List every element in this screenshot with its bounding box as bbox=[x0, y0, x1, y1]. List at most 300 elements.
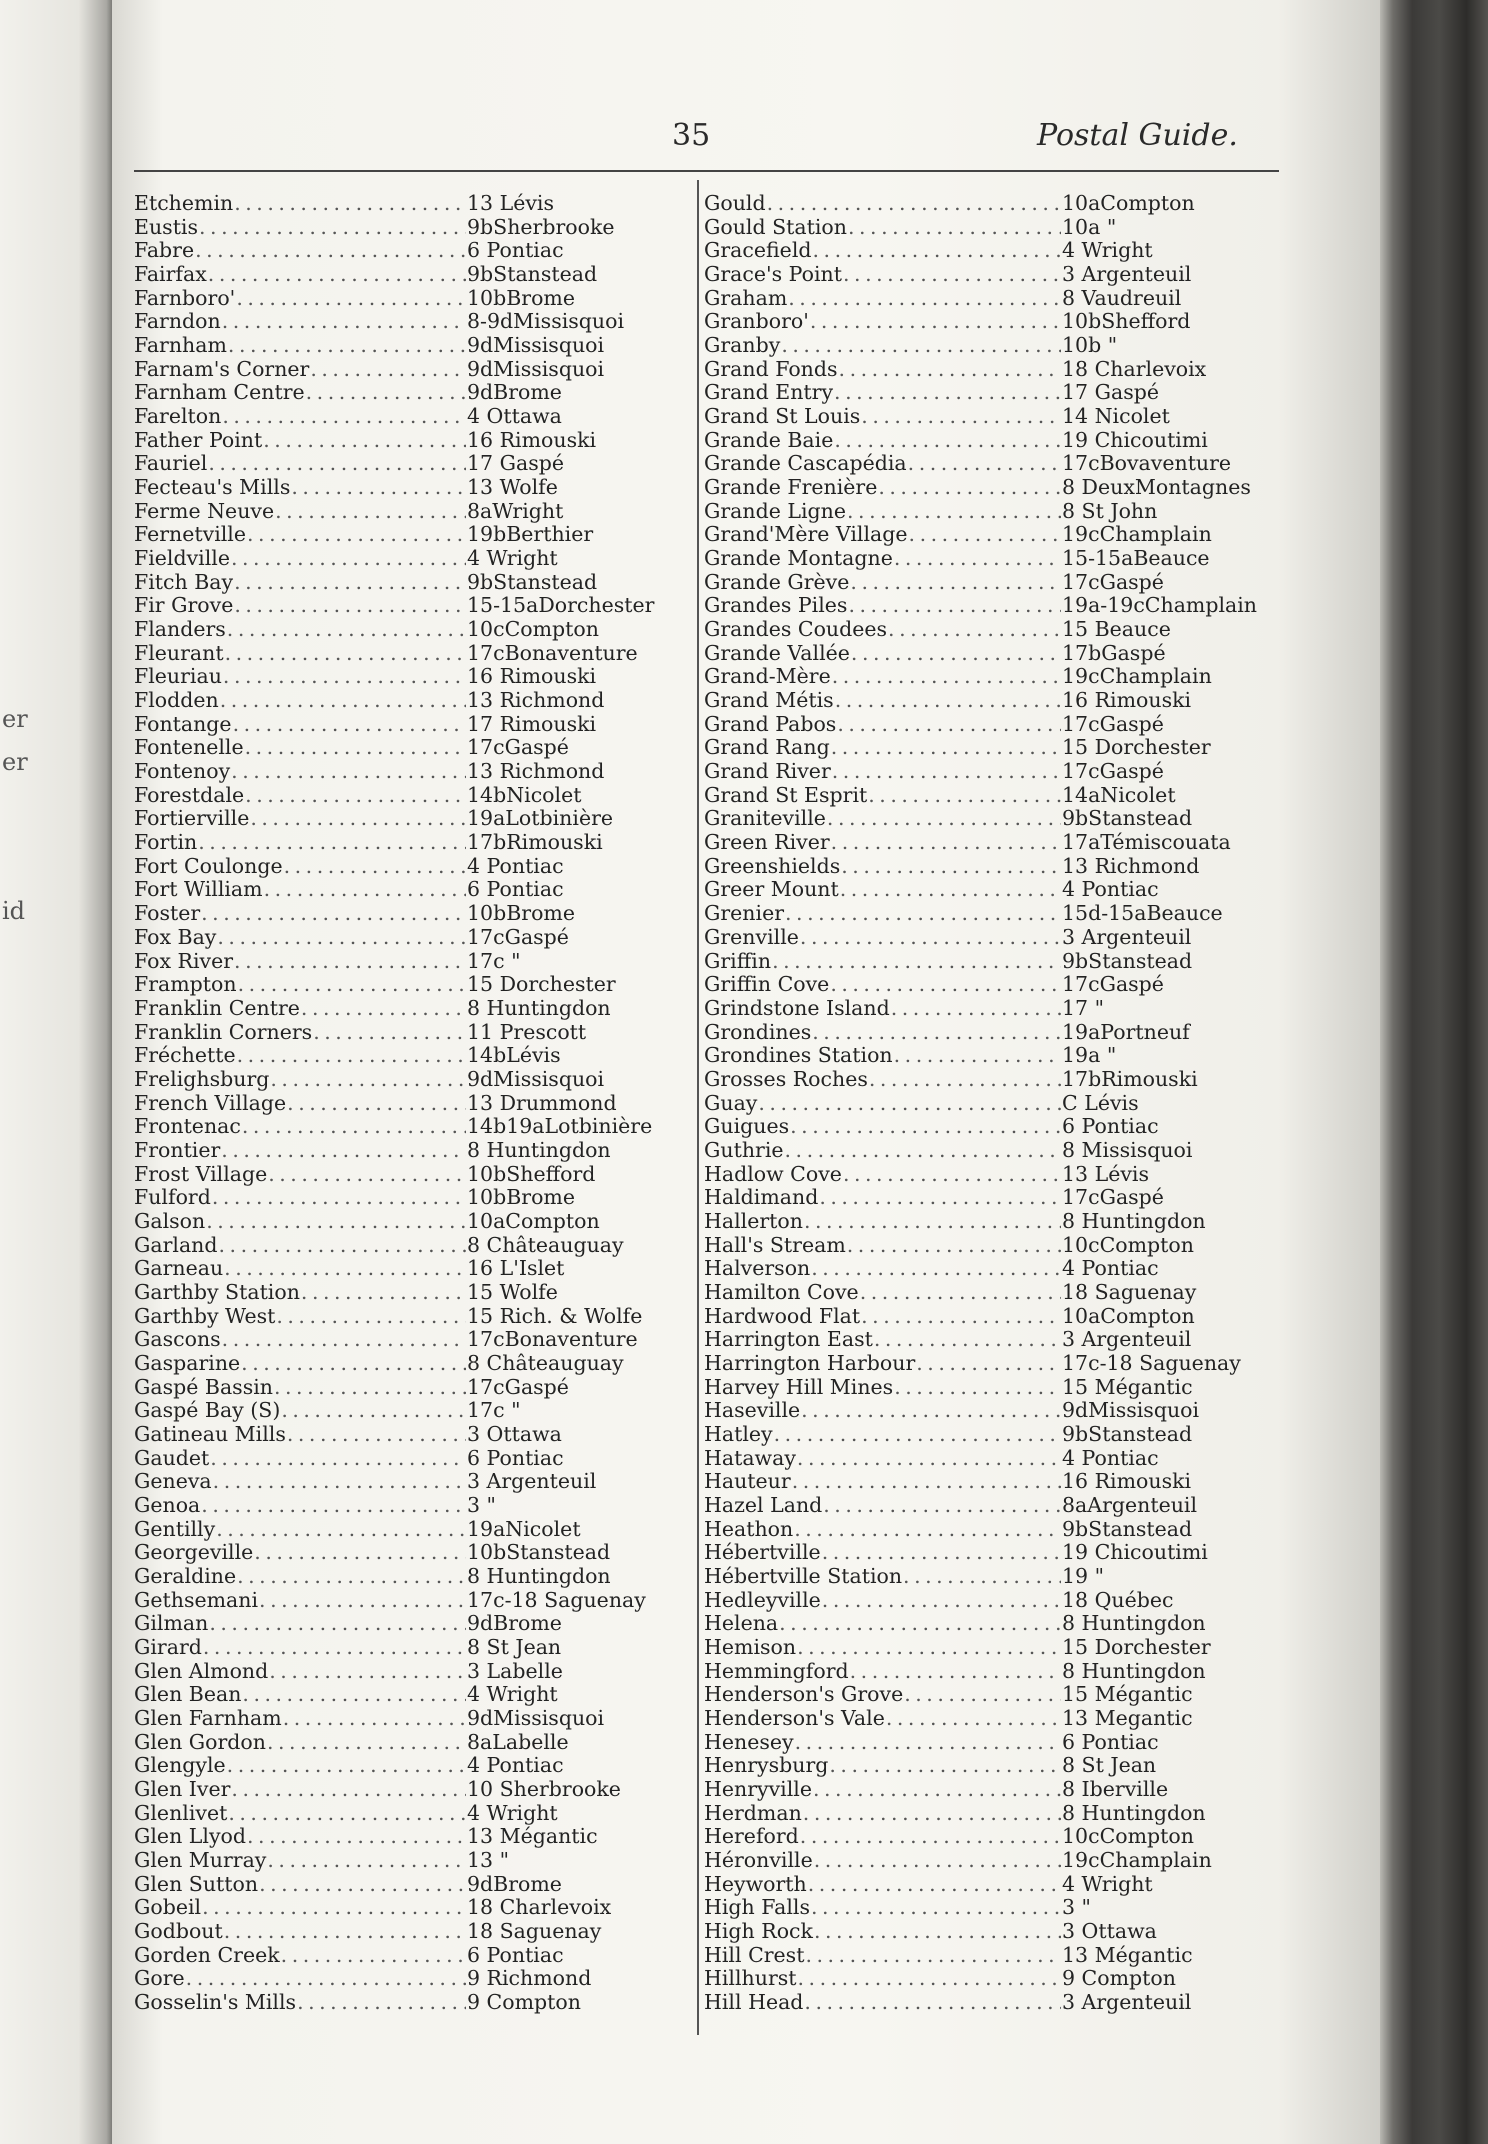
dot-leader bbox=[795, 1731, 1061, 1755]
place-name: Grand-Mère bbox=[704, 664, 831, 689]
post-office-reference: 8 Huntingdon bbox=[1062, 1800, 1206, 1825]
list-item bbox=[134, 547, 679, 571]
place-name: Gosselin's Mills bbox=[134, 1990, 297, 2015]
place-name: Gobeil bbox=[134, 1895, 202, 1920]
list-item bbox=[134, 1447, 679, 1471]
place-name: Gould Station bbox=[704, 214, 847, 239]
post-office-reference: 9bStanstead bbox=[1062, 1516, 1193, 1541]
post-office-reference: 4 Pontiac bbox=[1062, 1256, 1159, 1281]
list-item bbox=[134, 760, 679, 784]
post-office-reference: 15 Mégantic bbox=[1062, 1374, 1193, 1399]
list-item bbox=[134, 1991, 679, 2015]
post-office-reference: 15 Rich. & Wolfe bbox=[467, 1303, 643, 1328]
list-item bbox=[704, 1849, 1294, 1873]
dot-leader bbox=[781, 334, 1061, 358]
post-office-reference: 19aPortneuf bbox=[1062, 1019, 1190, 1044]
place-name: Hemmingford bbox=[704, 1658, 849, 1683]
post-office-reference: 9dMissisquoi bbox=[467, 1066, 605, 1091]
column-divider bbox=[697, 180, 699, 2035]
post-office-reference: C Lévis bbox=[1062, 1090, 1139, 1115]
place-name: Granboro' bbox=[704, 309, 809, 334]
list-item bbox=[704, 476, 1294, 500]
list-item bbox=[134, 571, 679, 595]
post-office-reference: 10a " bbox=[1062, 214, 1117, 239]
dot-leader bbox=[276, 1305, 466, 1329]
place-name: Frelighsburg bbox=[134, 1066, 270, 1091]
place-name: Father Point bbox=[134, 427, 263, 452]
dot-leader bbox=[234, 594, 466, 618]
place-name: Guay bbox=[704, 1090, 758, 1115]
place-name: Hazel Land bbox=[704, 1492, 823, 1517]
place-name: Hébertville Station bbox=[704, 1563, 903, 1588]
list-item bbox=[704, 1967, 1294, 1991]
list-item bbox=[704, 1210, 1294, 1234]
dot-leader bbox=[785, 1139, 1061, 1163]
list-item bbox=[704, 926, 1294, 950]
post-office-reference: 18 Québec bbox=[1062, 1587, 1174, 1612]
list-item bbox=[704, 784, 1294, 808]
dot-leader bbox=[847, 500, 1061, 524]
place-name: Hauteur bbox=[704, 1469, 791, 1494]
list-item bbox=[704, 1257, 1294, 1281]
dot-leader bbox=[301, 1281, 466, 1305]
dot-leader bbox=[839, 358, 1061, 382]
list-item bbox=[134, 784, 679, 808]
place-name: Gaspé Bassin bbox=[134, 1374, 273, 1399]
post-office-reference: 4 Wright bbox=[467, 1682, 558, 1707]
list-item bbox=[134, 1115, 679, 1139]
dot-leader bbox=[860, 1281, 1061, 1305]
post-office-reference: 8 Huntingdon bbox=[467, 1563, 611, 1588]
post-office-reference: 17c-18 Saguenay bbox=[1062, 1350, 1241, 1375]
list-item bbox=[704, 1234, 1294, 1258]
dot-leader bbox=[834, 381, 1061, 405]
dot-leader bbox=[209, 1612, 466, 1636]
post-office-reference: 17cGaspé bbox=[467, 1374, 569, 1399]
place-name: Hill Crest bbox=[704, 1942, 805, 1967]
dot-leader bbox=[297, 1991, 466, 2015]
post-office-reference: 8 Iberville bbox=[1062, 1777, 1169, 1802]
list-item bbox=[134, 1683, 679, 1707]
list-item bbox=[134, 287, 679, 311]
place-name: Farnham Centre bbox=[134, 380, 305, 405]
dot-leader bbox=[234, 192, 466, 216]
place-name: Hillhurst bbox=[704, 1966, 797, 1991]
dot-leader bbox=[281, 1399, 466, 1423]
dot-leader bbox=[283, 1707, 466, 1731]
place-name: Hébertville bbox=[704, 1540, 821, 1565]
post-office-reference: 17 Gaspé bbox=[467, 451, 564, 476]
place-name: Greenshields bbox=[704, 853, 841, 878]
list-item bbox=[134, 1423, 679, 1447]
place-name: Fecteau's Mills bbox=[134, 475, 291, 500]
dot-leader bbox=[813, 1778, 1061, 1802]
post-office-reference: 11 Prescott bbox=[467, 1019, 587, 1044]
dot-leader bbox=[222, 405, 466, 429]
post-office-reference: 17 Gaspé bbox=[1062, 380, 1159, 405]
dot-leader bbox=[267, 1731, 466, 1755]
post-office-reference: 18 Saguenay bbox=[1062, 1279, 1197, 1304]
post-office-reference: 8 Châteauguay bbox=[467, 1232, 624, 1257]
list-item bbox=[134, 1612, 679, 1636]
place-name: Ferme Neuve bbox=[134, 498, 275, 523]
post-office-reference: 9bStanstead bbox=[1062, 948, 1193, 973]
list-item bbox=[134, 807, 679, 831]
list-item bbox=[134, 1186, 679, 1210]
post-office-reference: 8aWright bbox=[467, 498, 564, 523]
post-office-reference: 17c " bbox=[467, 1398, 521, 1423]
dot-leader bbox=[267, 1849, 466, 1873]
post-office-reference: 17cGaspé bbox=[1062, 569, 1164, 594]
dot-leader bbox=[202, 1896, 466, 1920]
list-item bbox=[134, 1305, 679, 1329]
post-office-reference: 4 Wright bbox=[1062, 1871, 1153, 1896]
list-item bbox=[134, 1044, 679, 1068]
place-name: Gorden Creek bbox=[134, 1942, 280, 1967]
place-name: Grande Vallée bbox=[704, 640, 850, 665]
place-name: Girard bbox=[134, 1634, 202, 1659]
post-office-reference: 6 Pontiac bbox=[467, 1445, 564, 1470]
place-name: Eustis bbox=[134, 214, 199, 239]
place-name: Grande Cascapédia bbox=[704, 451, 907, 476]
post-office-reference: 9dMissisquoi bbox=[1062, 1398, 1200, 1423]
place-name: Frontenac bbox=[134, 1114, 241, 1139]
post-office-reference: 15-15aBeauce bbox=[1062, 546, 1210, 571]
place-name: Fort William bbox=[134, 877, 263, 902]
post-office-reference: 17cGaspé bbox=[1062, 1185, 1164, 1210]
post-office-reference: 10cCompton bbox=[1062, 1824, 1194, 1849]
document-page bbox=[112, 0, 1380, 2144]
place-name: Grande Montagne bbox=[704, 546, 893, 571]
post-office-reference: 13 " bbox=[467, 1848, 510, 1873]
post-office-reference: 17cGaspé bbox=[1062, 972, 1164, 997]
place-name: Fontenelle bbox=[134, 735, 244, 760]
post-office-reference: 17bGaspé bbox=[1062, 640, 1166, 665]
place-name: Grand Rang bbox=[704, 735, 830, 760]
post-office-reference: 6 Pontiac bbox=[467, 1942, 564, 1967]
place-name: Grande Grève bbox=[704, 569, 850, 594]
place-name: Hereford bbox=[704, 1824, 799, 1849]
dot-leader bbox=[223, 665, 466, 689]
post-office-reference: 14 Nicolet bbox=[1062, 404, 1170, 429]
list-item bbox=[704, 973, 1294, 997]
list-item bbox=[704, 1021, 1294, 1045]
dot-leader bbox=[848, 594, 1061, 618]
list-item bbox=[134, 665, 679, 689]
post-office-reference: 19 Chicoutimi bbox=[1062, 1540, 1208, 1565]
list-item bbox=[704, 1494, 1294, 1518]
list-item bbox=[134, 950, 679, 974]
list-item bbox=[134, 1896, 679, 1920]
place-name: Glen Murray bbox=[134, 1848, 267, 1873]
dot-leader bbox=[840, 878, 1061, 902]
list-item bbox=[134, 452, 679, 476]
place-name: Geraldine bbox=[134, 1563, 237, 1588]
post-office-reference: 17cGaspé bbox=[1062, 711, 1164, 736]
dot-leader bbox=[814, 1849, 1061, 1873]
post-office-reference: 15 Mégantic bbox=[1062, 1682, 1193, 1707]
dot-leader bbox=[798, 1967, 1061, 1991]
place-name: Hemison bbox=[704, 1634, 797, 1659]
list-item bbox=[704, 500, 1294, 524]
post-office-reference: 13 Wolfe bbox=[467, 475, 558, 500]
place-name: Grand River bbox=[704, 759, 831, 784]
post-office-reference: 9bStanstead bbox=[467, 569, 598, 594]
dot-leader bbox=[245, 784, 466, 808]
list-item bbox=[704, 1707, 1294, 1731]
list-item bbox=[134, 310, 679, 334]
dot-leader bbox=[247, 523, 466, 547]
list-item bbox=[704, 1423, 1294, 1447]
place-name: Fort Coulonge bbox=[134, 853, 283, 878]
list-item bbox=[134, 1210, 679, 1234]
place-name: Fulford bbox=[134, 1185, 211, 1210]
post-office-reference: 10aCompton bbox=[467, 1208, 600, 1233]
dot-leader bbox=[878, 476, 1061, 500]
list-item bbox=[704, 1612, 1294, 1636]
list-item bbox=[134, 500, 679, 524]
post-office-reference: 4 Pontiac bbox=[1062, 877, 1159, 902]
place-name: Glenlivet bbox=[134, 1800, 228, 1825]
place-name: Grandes Piles bbox=[704, 593, 848, 618]
place-name: Foster bbox=[134, 901, 201, 926]
post-office-reference: 8 DeuxMontagnes bbox=[1062, 475, 1251, 500]
list-item bbox=[134, 1731, 679, 1755]
list-item bbox=[134, 1376, 679, 1400]
post-office-reference: 10aCompton bbox=[1062, 191, 1195, 215]
post-office-reference: 10 Sherbrooke bbox=[467, 1777, 621, 1802]
place-name: Hamilton Cove bbox=[704, 1279, 859, 1304]
dot-leader bbox=[822, 1589, 1061, 1613]
post-office-reference: 9dBrome bbox=[467, 1871, 562, 1896]
list-item bbox=[134, 736, 679, 760]
dot-leader bbox=[803, 1802, 1061, 1826]
list-item bbox=[134, 1281, 679, 1305]
place-name: Heathon bbox=[704, 1516, 794, 1541]
post-office-reference: 13 Richmond bbox=[1062, 853, 1200, 878]
dot-leader bbox=[195, 239, 466, 263]
dot-leader bbox=[804, 1210, 1061, 1234]
post-office-reference: 19aLotbinière bbox=[467, 806, 614, 831]
post-office-reference: 19a-19cChamplain bbox=[1062, 593, 1258, 618]
list-item bbox=[134, 713, 679, 737]
post-office-reference: 17 Rimouski bbox=[467, 711, 597, 736]
place-name: Grondines Station bbox=[704, 1043, 893, 1068]
dot-leader bbox=[832, 665, 1061, 689]
page-number: 35 bbox=[672, 118, 711, 153]
place-name: Hadlow Cove bbox=[704, 1161, 842, 1186]
post-office-reference: 8 Huntingdon bbox=[467, 1137, 611, 1162]
dot-leader bbox=[264, 878, 466, 902]
dot-leader bbox=[886, 1707, 1061, 1731]
place-name: Gatineau Mills bbox=[134, 1421, 286, 1446]
post-office-reference: 18 Saguenay bbox=[467, 1919, 602, 1944]
place-name: Frontier bbox=[134, 1137, 221, 1162]
dot-leader bbox=[827, 807, 1061, 831]
place-name: Gascons bbox=[134, 1327, 221, 1352]
list-item bbox=[704, 239, 1294, 263]
place-name: Franklin Centre bbox=[134, 995, 300, 1020]
list-item bbox=[134, 831, 679, 855]
post-office-reference: 4 Pontiac bbox=[467, 853, 564, 878]
dot-leader bbox=[222, 310, 466, 334]
list-item bbox=[704, 689, 1294, 713]
list-item bbox=[704, 405, 1294, 429]
dot-leader bbox=[208, 263, 466, 287]
post-office-reference: 17 " bbox=[1062, 995, 1105, 1020]
post-office-reference: 9bStanstead bbox=[1062, 806, 1193, 831]
list-item bbox=[704, 1163, 1294, 1187]
list-item bbox=[134, 334, 679, 358]
place-name: Heyworth bbox=[704, 1871, 807, 1896]
list-item bbox=[704, 878, 1294, 902]
list-item bbox=[134, 855, 679, 879]
place-name: Héronville bbox=[704, 1848, 813, 1873]
list-item bbox=[704, 1092, 1294, 1116]
place-name: Galson bbox=[134, 1208, 206, 1233]
list-item bbox=[704, 855, 1294, 879]
place-name: Grand St Esprit bbox=[704, 782, 868, 807]
list-item bbox=[134, 1802, 679, 1826]
dot-leader bbox=[242, 1115, 466, 1139]
dot-leader bbox=[245, 736, 466, 760]
dot-leader bbox=[208, 452, 466, 476]
dot-leader bbox=[313, 1021, 466, 1045]
dot-leader bbox=[908, 452, 1061, 476]
place-name: Fir Grove bbox=[134, 593, 234, 618]
dot-leader bbox=[236, 287, 466, 311]
post-office-reference: 3 Argenteuil bbox=[1062, 924, 1192, 949]
dot-leader bbox=[259, 1873, 466, 1897]
post-office-reference: 18 Charlevoix bbox=[1062, 356, 1207, 381]
place-name: Hill Head bbox=[704, 1990, 804, 2015]
post-office-reference: 8 Huntingdon bbox=[1062, 1611, 1206, 1636]
post-office-reference: 13 Mégantic bbox=[1062, 1942, 1193, 1967]
list-item bbox=[134, 1494, 679, 1518]
list-item bbox=[704, 1305, 1294, 1329]
list-item bbox=[134, 1328, 679, 1352]
list-item bbox=[704, 665, 1294, 689]
post-office-reference: 13 Richmond bbox=[467, 759, 605, 784]
post-office-reference: 16 Rimouski bbox=[1062, 688, 1192, 713]
dot-leader bbox=[772, 950, 1061, 974]
place-name: Forestdale bbox=[134, 782, 245, 807]
post-office-reference: 3 Labelle bbox=[467, 1658, 563, 1683]
post-office-reference: 13 Lévis bbox=[467, 191, 555, 215]
place-name: Haldimand bbox=[704, 1185, 819, 1210]
post-office-reference: 9dBrome bbox=[467, 380, 562, 405]
list-item bbox=[134, 1707, 679, 1731]
place-name: Grand Fonds bbox=[704, 356, 838, 381]
post-office-reference: 19aNicolet bbox=[467, 1516, 581, 1541]
dot-leader bbox=[203, 1636, 466, 1660]
place-name: Fleurant bbox=[134, 640, 224, 665]
place-name: Frampton bbox=[134, 972, 237, 997]
post-office-reference: 17cBonaventure bbox=[467, 640, 638, 665]
place-name: Garland bbox=[134, 1232, 218, 1257]
post-office-reference: 15 Beauce bbox=[1062, 617, 1171, 642]
dot-leader bbox=[767, 192, 1061, 216]
list-item bbox=[704, 1186, 1294, 1210]
dot-leader bbox=[269, 1660, 466, 1684]
dot-leader bbox=[250, 807, 466, 831]
post-office-reference: 13 Mégantic bbox=[467, 1824, 598, 1849]
list-item bbox=[704, 1470, 1294, 1494]
dot-leader bbox=[758, 1092, 1061, 1116]
post-office-reference: 8 Vaudreuil bbox=[1062, 285, 1182, 310]
list-item bbox=[704, 1778, 1294, 1802]
dot-leader bbox=[835, 689, 1061, 713]
post-office-reference: 9 Richmond bbox=[467, 1966, 592, 1991]
post-office-reference: 8-9dMissisquoi bbox=[467, 309, 625, 334]
list-item bbox=[134, 926, 679, 950]
dot-leader bbox=[220, 689, 466, 713]
list-item bbox=[134, 1139, 679, 1163]
post-office-reference: 6 Pontiac bbox=[1062, 1729, 1159, 1754]
dot-leader bbox=[224, 1920, 466, 1944]
list-item bbox=[134, 1021, 679, 1045]
place-name: High Falls bbox=[704, 1895, 810, 1920]
list-item bbox=[704, 1376, 1294, 1400]
dot-leader bbox=[310, 358, 466, 382]
dot-leader bbox=[234, 950, 466, 974]
post-office-reference: 3 Argenteuil bbox=[467, 1469, 597, 1494]
dot-leader bbox=[822, 1541, 1061, 1565]
place-name: Henrysburg bbox=[704, 1753, 829, 1778]
list-item bbox=[134, 381, 679, 405]
post-office-reference: 14b19aLotbinière bbox=[467, 1114, 653, 1139]
list-item bbox=[134, 1234, 679, 1258]
place-name: Greer Mount bbox=[704, 877, 839, 902]
post-office-reference: 10cCompton bbox=[467, 617, 599, 642]
right-column bbox=[704, 192, 1294, 2015]
place-name: Graham bbox=[704, 285, 788, 310]
list-item bbox=[134, 902, 679, 926]
dot-leader bbox=[834, 429, 1061, 453]
list-item bbox=[134, 192, 679, 216]
dot-leader bbox=[231, 760, 466, 784]
post-office-reference: 9dMissisquoi bbox=[467, 356, 605, 381]
dot-leader bbox=[851, 642, 1061, 666]
dot-leader bbox=[904, 1683, 1061, 1707]
list-item bbox=[704, 997, 1294, 1021]
dot-leader bbox=[233, 713, 466, 737]
place-name: Fieldville bbox=[134, 546, 230, 571]
list-item bbox=[704, 1281, 1294, 1305]
post-office-reference: 19cChamplain bbox=[1062, 522, 1212, 547]
list-item bbox=[704, 1068, 1294, 1092]
place-name: Farelton bbox=[134, 404, 222, 429]
list-item bbox=[704, 713, 1294, 737]
list-item bbox=[134, 1636, 679, 1660]
list-item bbox=[704, 760, 1294, 784]
place-name: Glen Gordon bbox=[134, 1729, 266, 1754]
place-name: Henderson's Grove bbox=[704, 1682, 904, 1707]
place-name: Hatley bbox=[704, 1421, 773, 1446]
list-item bbox=[134, 1825, 679, 1849]
dot-leader bbox=[228, 334, 466, 358]
margin-fragment: er bbox=[2, 705, 28, 733]
place-name: Hall's Stream bbox=[704, 1232, 846, 1257]
dot-leader bbox=[811, 1896, 1061, 1920]
list-item bbox=[134, 1068, 679, 1092]
dot-leader bbox=[837, 713, 1061, 737]
dot-leader bbox=[227, 1754, 466, 1778]
header-rule bbox=[134, 170, 1279, 172]
place-name: Glen Farnham bbox=[134, 1706, 282, 1730]
list-item bbox=[704, 1518, 1294, 1542]
dot-leader bbox=[843, 263, 1061, 287]
